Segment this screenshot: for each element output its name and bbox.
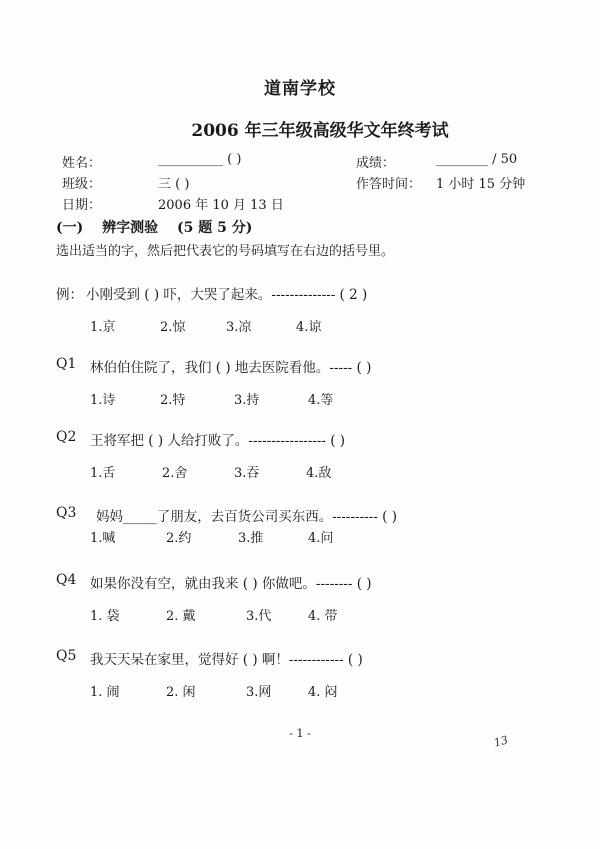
- school-name: 道南学校: [264, 79, 336, 99]
- question-option: 2. 闲: [166, 685, 196, 700]
- question-number: Q4: [56, 572, 77, 588]
- question-option: 4.问: [308, 531, 334, 546]
- exam-title: 2006 年三年级高级华文年终考试: [191, 121, 449, 141]
- question-option: 3.持: [234, 393, 260, 408]
- time-label: 作答时间：: [356, 177, 422, 192]
- question-text: 如果你没有空，就由我来 ( ) 你做吧。-------- ( ): [90, 576, 372, 592]
- class-label: 班级：: [62, 177, 102, 192]
- class-field: 三 ( ): [158, 177, 190, 192]
- question-option: 2.特: [160, 393, 186, 408]
- question-number: Q1: [56, 356, 77, 372]
- question-option: 3.推: [238, 531, 264, 546]
- question-option: 4. 闷: [308, 685, 338, 700]
- question-option: 1.舌: [90, 466, 116, 481]
- question-option: 2.约: [166, 531, 192, 546]
- question-option: 3.吞: [234, 466, 260, 481]
- question-text: 妈妈_____了朋友，去百货公司买东西。---------- ( ): [96, 509, 397, 525]
- question-number: Q5: [56, 648, 77, 664]
- question-number: Q3: [56, 505, 77, 521]
- date-label: 日期：: [62, 198, 102, 213]
- question-option: 1.诗: [90, 393, 116, 408]
- example-option: 3.凉: [226, 320, 252, 335]
- question-text: 林伯伯住院了，我们 ( ) 地去医院看他。----- ( ): [90, 360, 372, 376]
- example-option: 4.谅: [296, 320, 322, 335]
- example-text: 小刚受到 ( ) 吓，大哭了起来。-------------- ( 2 ): [86, 287, 368, 303]
- question-option: 4.敌: [306, 466, 332, 481]
- question-number: Q2: [56, 429, 77, 445]
- example-option: 1.京: [90, 320, 116, 335]
- question-option: 3.网: [246, 685, 272, 700]
- question-text: 我天天呆在家里，觉得好 ( ) 啊！------------ ( ): [90, 652, 363, 668]
- question-text: 王将军把 ( ) 人给打败了。----------------- ( ): [90, 433, 346, 449]
- question-option: 4.等: [308, 393, 334, 408]
- date-field: 2006 年 10 月 13 日: [158, 198, 284, 213]
- section-instruction: 选出适当的字，然后把代表它的号码填写在右边的括号里。: [56, 244, 395, 259]
- example-label: 例：: [56, 287, 83, 303]
- example-option: 2.惊: [160, 320, 186, 335]
- section-number: (一): [56, 220, 84, 236]
- question-option: 1. 袋: [90, 609, 120, 624]
- time-field: 1 小时 15 分钟: [436, 177, 526, 192]
- page-number: - 1 -: [289, 727, 311, 740]
- question-option: 2.舍: [162, 466, 188, 481]
- question-option: 1. 闹: [90, 685, 120, 700]
- question-option: 4. 带: [308, 609, 338, 624]
- section-heading: [56, 217, 266, 237]
- question-option: 2. 戴: [166, 609, 196, 624]
- score-label: 成绩：: [356, 156, 396, 171]
- name-field: __________ ( ): [158, 152, 242, 167]
- name-label: 姓名：: [62, 156, 102, 171]
- score-field: ________ / 50: [436, 152, 518, 167]
- section-count: (5 题 5 分): [177, 220, 253, 236]
- question-option: 1.喊: [90, 531, 116, 546]
- section-name: 辨字测验: [102, 220, 159, 236]
- handwritten-mark: 13: [492, 733, 510, 750]
- question-option: 3.代: [246, 609, 272, 624]
